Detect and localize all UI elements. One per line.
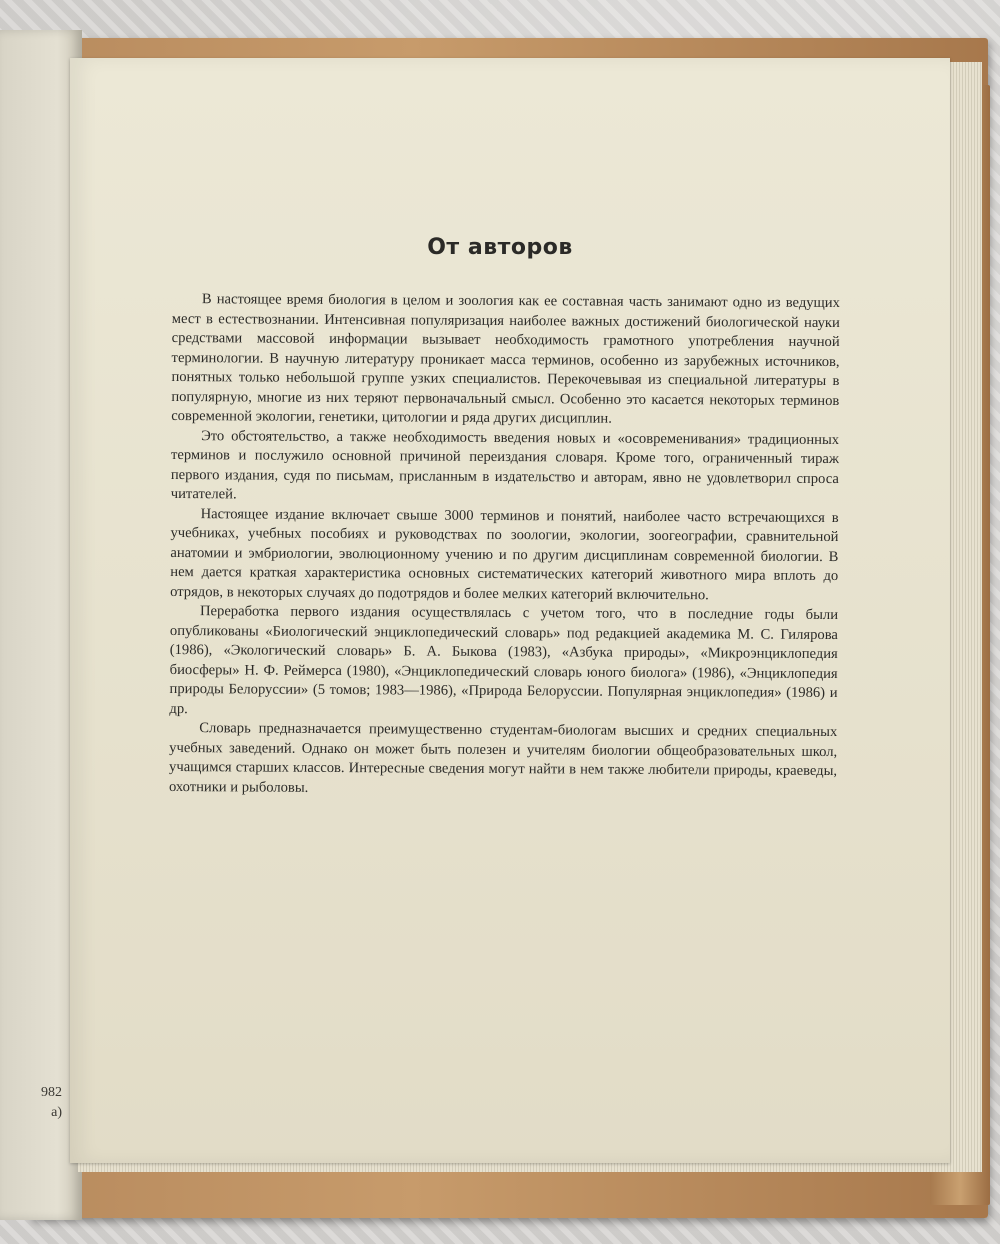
left-page-fragment: 982 а) bbox=[41, 1085, 62, 1120]
paragraph: Переработка первого издания осуществлялась с учетом того, что в последние годы были опубликованы «Биологический энциклопедический словарь» под редакцией академика М. С. Гилярова (1986), «Экологический словарь» Б. А. Быкова (1983), «Азбука природы», «Микроэнциклопедия биосферы» Н. Ф. Реймерса (1980), «Энциклопедический словарь юного биолога» (1986), «Энциклопедия природы Белоруссии» (5 томов; 1983—1986), «Природа Белоруссии. Популярная энциклопедия» (1986) и др. bbox=[169, 603, 839, 717]
paragraph: Это обстоятельство, а также необходимость введения новых и «осовременивания» традиционных терминов и послужило основной причиной переиздания словаря. Кроме того, ограниченный тираж первого издания, судя по письмам, присланным в издательство и авторам, явно не удовлетворил спроса читателей. bbox=[170, 427, 840, 503]
paragraph: Настоящее издание включает свыше 3000 терминов и понятий, наиболее часто встречающихся в учебниках, учебных пособиях и руководствах по зоологии, экологии, зоогеографии, сравнительной анатомии и эмбриологии, эволюционному учению и по другим дисциплинам современной биологии. В нем дается краткая характеристика основных систематических категорий животного мира вплоть до отрядов, в некоторых случаях до подотрядов и более мелких категорий включительно. bbox=[170, 505, 839, 603]
page-title: От авторов bbox=[427, 235, 573, 260]
paragraph: В настоящее время биология в целом и зоология как ее составная часть занимают одно из ведущих мест в естествознании. Интенсивная популяризация наиболее важных достижений биологической науки средствами массовой информации вызывает необходимость грамотного употребления научной терминологии. В научную литературу проникает масса терминов, особенно из зарубежных источников, понятных только небольшой группе узких специалистов. Перекочевывая из специальной литературы в популярную, многие из них теряют первоначальный смысл. Особенно это касается некоторых терминов современной экологии, генетики, цитологии и ряда других дисциплин. bbox=[171, 291, 840, 427]
paragraph: Словарь предназначается преимущественно студентам-биологам высших и средних специальных учебных заведений. Однако он может быть полезен и учителям биологии общеобразовательных школ, учащимся старших классов. Интересные сведения могут найти в нем также любители природы, краеведы, охотники и рыболовы. bbox=[168, 720, 838, 796]
preface-text bbox=[169, 290, 840, 801]
